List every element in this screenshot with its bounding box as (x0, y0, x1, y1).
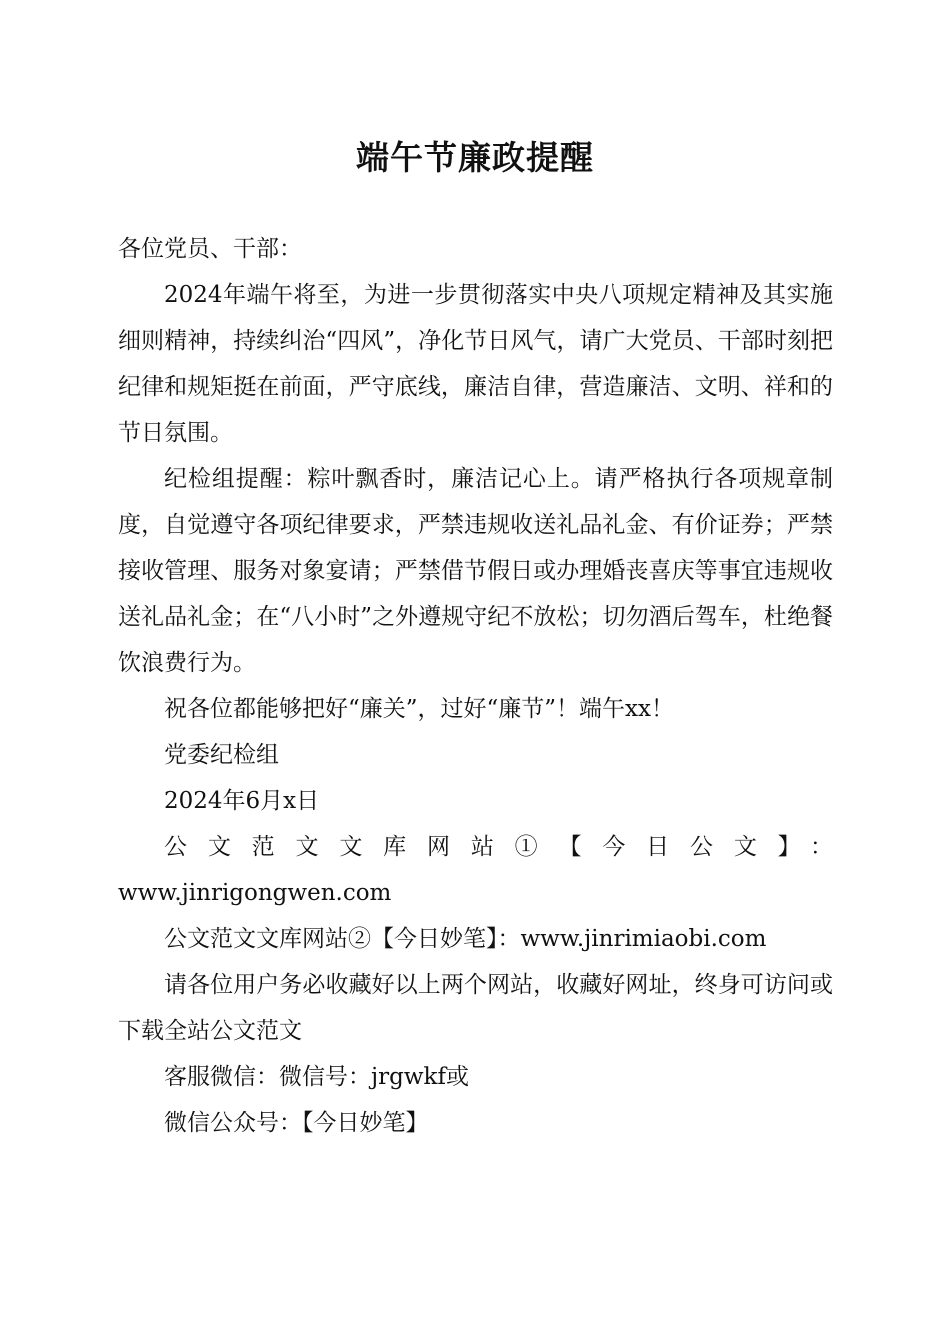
footer-notice: 请各位用户务必收藏好以上两个网站，收藏好网址，终身可访问或下载全站公文范文 (118, 972, 833, 1044)
footer-site2[interactable]: 公文范文文库网站②【今日妙笔】：www.jinrimiaobi.com (164, 926, 767, 952)
signature: 党委纪检组 (164, 742, 279, 768)
salutation: 各位党员、干部： (118, 236, 302, 262)
document-body (118, 226, 833, 1146)
footer-wechat: 客服微信：微信号：jrgwkf或 (164, 1064, 469, 1090)
paragraph-intro: 2024年端午将至，为进一步贯彻落实中央八项规定精神及其实施细则精神，持续纠治“四风”，净化节日风气，请广大党员、干部时刻把纪律和规矩挺在前面，严守底线，廉洁自律，营造廉洁、文明、祥和的节日氛围。 (118, 282, 833, 446)
paragraph-reminder: 纪检组提醒：粽叶飘香时，廉洁记心上。请严格执行各项规章制度，自觉遵守各项纪律要求，严禁违规收送礼品礼金、有价证券；严禁接收管理、服务对象宴请；严禁借节假日或办理婚丧喜庆等事宜违规收送礼品礼金；在“八小时”之外遵规守纪不放松；切勿酒后驾车，杜绝餐饮浪费行为。 (118, 466, 833, 676)
paragraph-wishes: 祝各位都能够把好“廉关”，过好“廉节”！端午xx！ (164, 696, 674, 722)
footer-official-account: 微信公众号：【今日妙笔】 (164, 1110, 429, 1136)
document-date: 2024年6月x日 (164, 788, 320, 814)
document-title: 端午节廉政提醒 (356, 138, 594, 177)
footer-site1-url[interactable]: www.jinrigongwen.com (118, 880, 392, 906)
footer-site1-label: 公文范文文库网站①【今日公文】： (164, 834, 833, 860)
